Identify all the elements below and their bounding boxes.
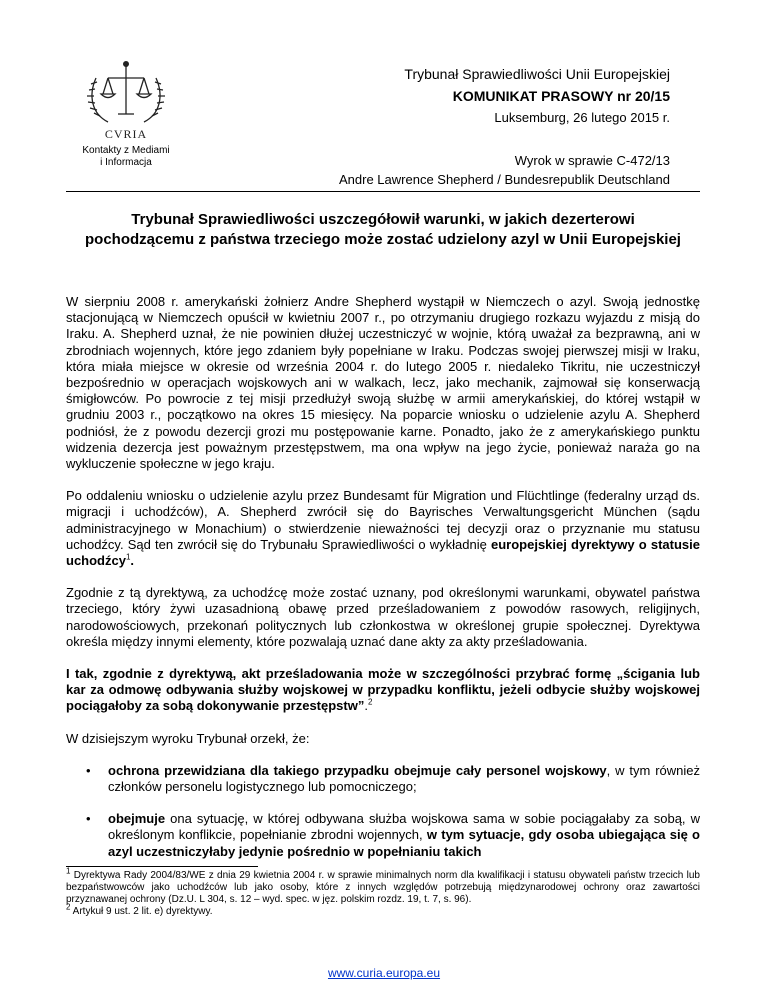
curia-logo — [78, 52, 174, 144]
case-reference — [339, 151, 670, 189]
media-contact-label — [70, 145, 182, 169]
contact-line-2: i Informacja — [100, 157, 152, 168]
footnotes — [66, 866, 700, 918]
paragraph-2-text: Po oddaleniu wniosku o udzielenie azylu przez Bundesamt für Migration und Flüchtlinge (federalny urząd ds. migracji i uchodźców), A. Shepherd zwrócił się do Bayrisches Verwaltungsgericht München (sądu administracyjnego w Monachium) o stwierdzenie nieważności tej decyzji oraz o przyznanie mu statusu uchodźcy. Sąd ten zwrócił się do Trybunału Sprawiedliwości o wykładnię — [66, 488, 700, 552]
paragraph-4 — [66, 666, 700, 715]
bullet-icon: • — [86, 811, 91, 827]
place-date: Luksemburg, 26 lutego 2015 r. — [494, 110, 670, 125]
list-item — [66, 811, 700, 860]
bullet-icon: • — [86, 762, 91, 778]
footnote-2-text: Artykuł 9 ust. 2 lit. e) dyrektywy. — [70, 906, 213, 917]
list-item-bold-2: w tym sytuacje, gdy osoba ubiegająca się o azyl uczestniczyłaby jedynie pośrednio w popełnianiu takich — [108, 827, 700, 859]
paragraph-3: Zgodnie z tą dyrektywą, za uchodźcę może zostać uznany, pod określonymi warunkami, obywatel państwa trzeciego, który żywi uzasadnioną obawę przed prześladowaniem z powodów rasowych, religijnych, narodowościowych, przekonań politycznych lub członkostwa w określonej grupie społecznej. Dyrektywa określa między innymi elementy, które pozwalają uznać dane akty za akty prześladowania. — [66, 585, 700, 649]
press-release-number: KOMUNIKAT PRASOWY nr 20/15 — [452, 88, 670, 104]
paragraph-4-bold: I tak, zgodnie z dyrektywą, akt prześladowania może w szczególności przybrać formę „ścigania lub kar za odmowę odbywania służby wojskowej w przypadku konfliktu, jeżeli odbycie służby wojskowej pociągałoby za sobą dokonywanie przestępstw” — [66, 666, 700, 714]
case-parties: Andre Lawrence Shepherd / Bundesrepublik Deutschland — [339, 172, 670, 187]
directive-reference: europejskiej dyrektywy o statusie uchodźcy — [66, 536, 700, 569]
footnote-2-number: 2 — [66, 902, 71, 912]
footnote-ref-2[interactable]: 2 — [367, 698, 373, 708]
list-item-text: , w tym również członków personelu logistycznego lub pomocniczego; — [108, 762, 700, 795]
headline-line-2: pochodzącemu z państwa trzeciego może zostać udzielony azyl w Unii Europejskiej — [85, 231, 681, 248]
paragraph-2 — [66, 488, 700, 569]
paragraph-1: W sierpniu 2008 r. amerykański żołnierz Andre Shepherd wystąpił w Niemczech o azyl. Swoją jednostkę stacjonującą w Niemczech opuścił w kwietniu 2007 r., po otrzymaniu drugiego rozkazu wyjazdu z misją do Iraku. A. Shepherd uznał, że nie powinien dłużej uczestniczyć w wojnie, którą uważał za bezprawną, ani w zbrodniach wojennych, które jego zdaniem były popełniane w Iraku. Podczas swojej pierwszej misji w Iraku, która miała miejsce w okresie od września 2004 r. do lutego 2005 r. niedaleko Tikritu, nie uczestniczył bezpośrednio w operacjach wojskowych ani w walkach, lecz, jako mechanik, zajmował się konserwacją śmigłowców. Po powrocie z tej misji przedłużył swoją służbę w armii amerykańskiej, do której wstąpił w grudniu 2003 r., początkowo na okres 15 miesięcy. Na poparcie wniosku o udzielenie azylu A. Shepherd podniósł, że z powodu dezercji grozi mu postępowanie karne. Ponadto, jako że z amerykańskiego punktu widzenia dezercja jest poważnym przestępstwem, ma ona wpływ na jego życie, ponieważ naraża go na wykluczenie społeczne w jego kraju. — [66, 294, 700, 472]
footnote-1-number: 1 — [66, 866, 71, 876]
footnote-1 — [66, 866, 700, 906]
list-item-text: ona sytuację, w której odbywana służba wojskowa sama w sobie pociągałaby za sobą, w określonym konflikcie, popełnianie zbrodni wojennych, — [108, 811, 700, 843]
court-name: Trybunał Sprawiedliwości Unii Europejskiej — [404, 66, 670, 82]
paragraph-2-end: . — [130, 553, 135, 569]
paragraph-4-end: . — [364, 698, 368, 714]
paragraph-5: W dzisiejszym wyroku Trybunał orzekł, że: — [66, 730, 310, 746]
list-item — [66, 763, 700, 795]
svg-text:CVRIA: CVRIA — [104, 127, 148, 141]
headline-line-1: Trybunał Sprawiedliwości uszczegółowił warunki, w jakich dezerterowi — [131, 211, 635, 228]
headline — [66, 210, 700, 250]
footnote-1-text: Dyrektywa Rady 2004/83/WE z dnia 29 kwietnia 2004 r. w sprawie minimalnych norm dla kwalifikacji i statusu obywateli państw trzecich lub bezpaństwowców jako uchodźców lub jako osoby, które z innych względów potrzebują międzynarodowej ochrony oraz zawartości przyznawanej ochrony (Dz.U. L 304, s. 12 – wyd. spec. w jęz. polskim rozdz. 19, t. 7, s. 96). — [66, 870, 700, 905]
contact-line-1: Kontakty z Mediami — [82, 145, 170, 156]
list-item-bold: ochrona przewidziana dla takiego przypadku obejmuje cały personel wojskowy — [108, 762, 607, 778]
ruling-list — [66, 763, 700, 860]
list-item-bold: obejmuje — [108, 811, 166, 827]
article-body — [66, 294, 700, 876]
footnote-ref-1[interactable]: 1 — [125, 552, 131, 562]
scales-emblem-icon — [78, 52, 174, 144]
website-link[interactable]: www.curia.europa.eu — [327, 966, 441, 980]
footnote-2 — [66, 902, 700, 918]
footnote-divider — [66, 866, 258, 867]
header-divider — [66, 191, 700, 192]
judgment-reference: Wyrok w sprawie C-472/13 — [514, 153, 670, 168]
